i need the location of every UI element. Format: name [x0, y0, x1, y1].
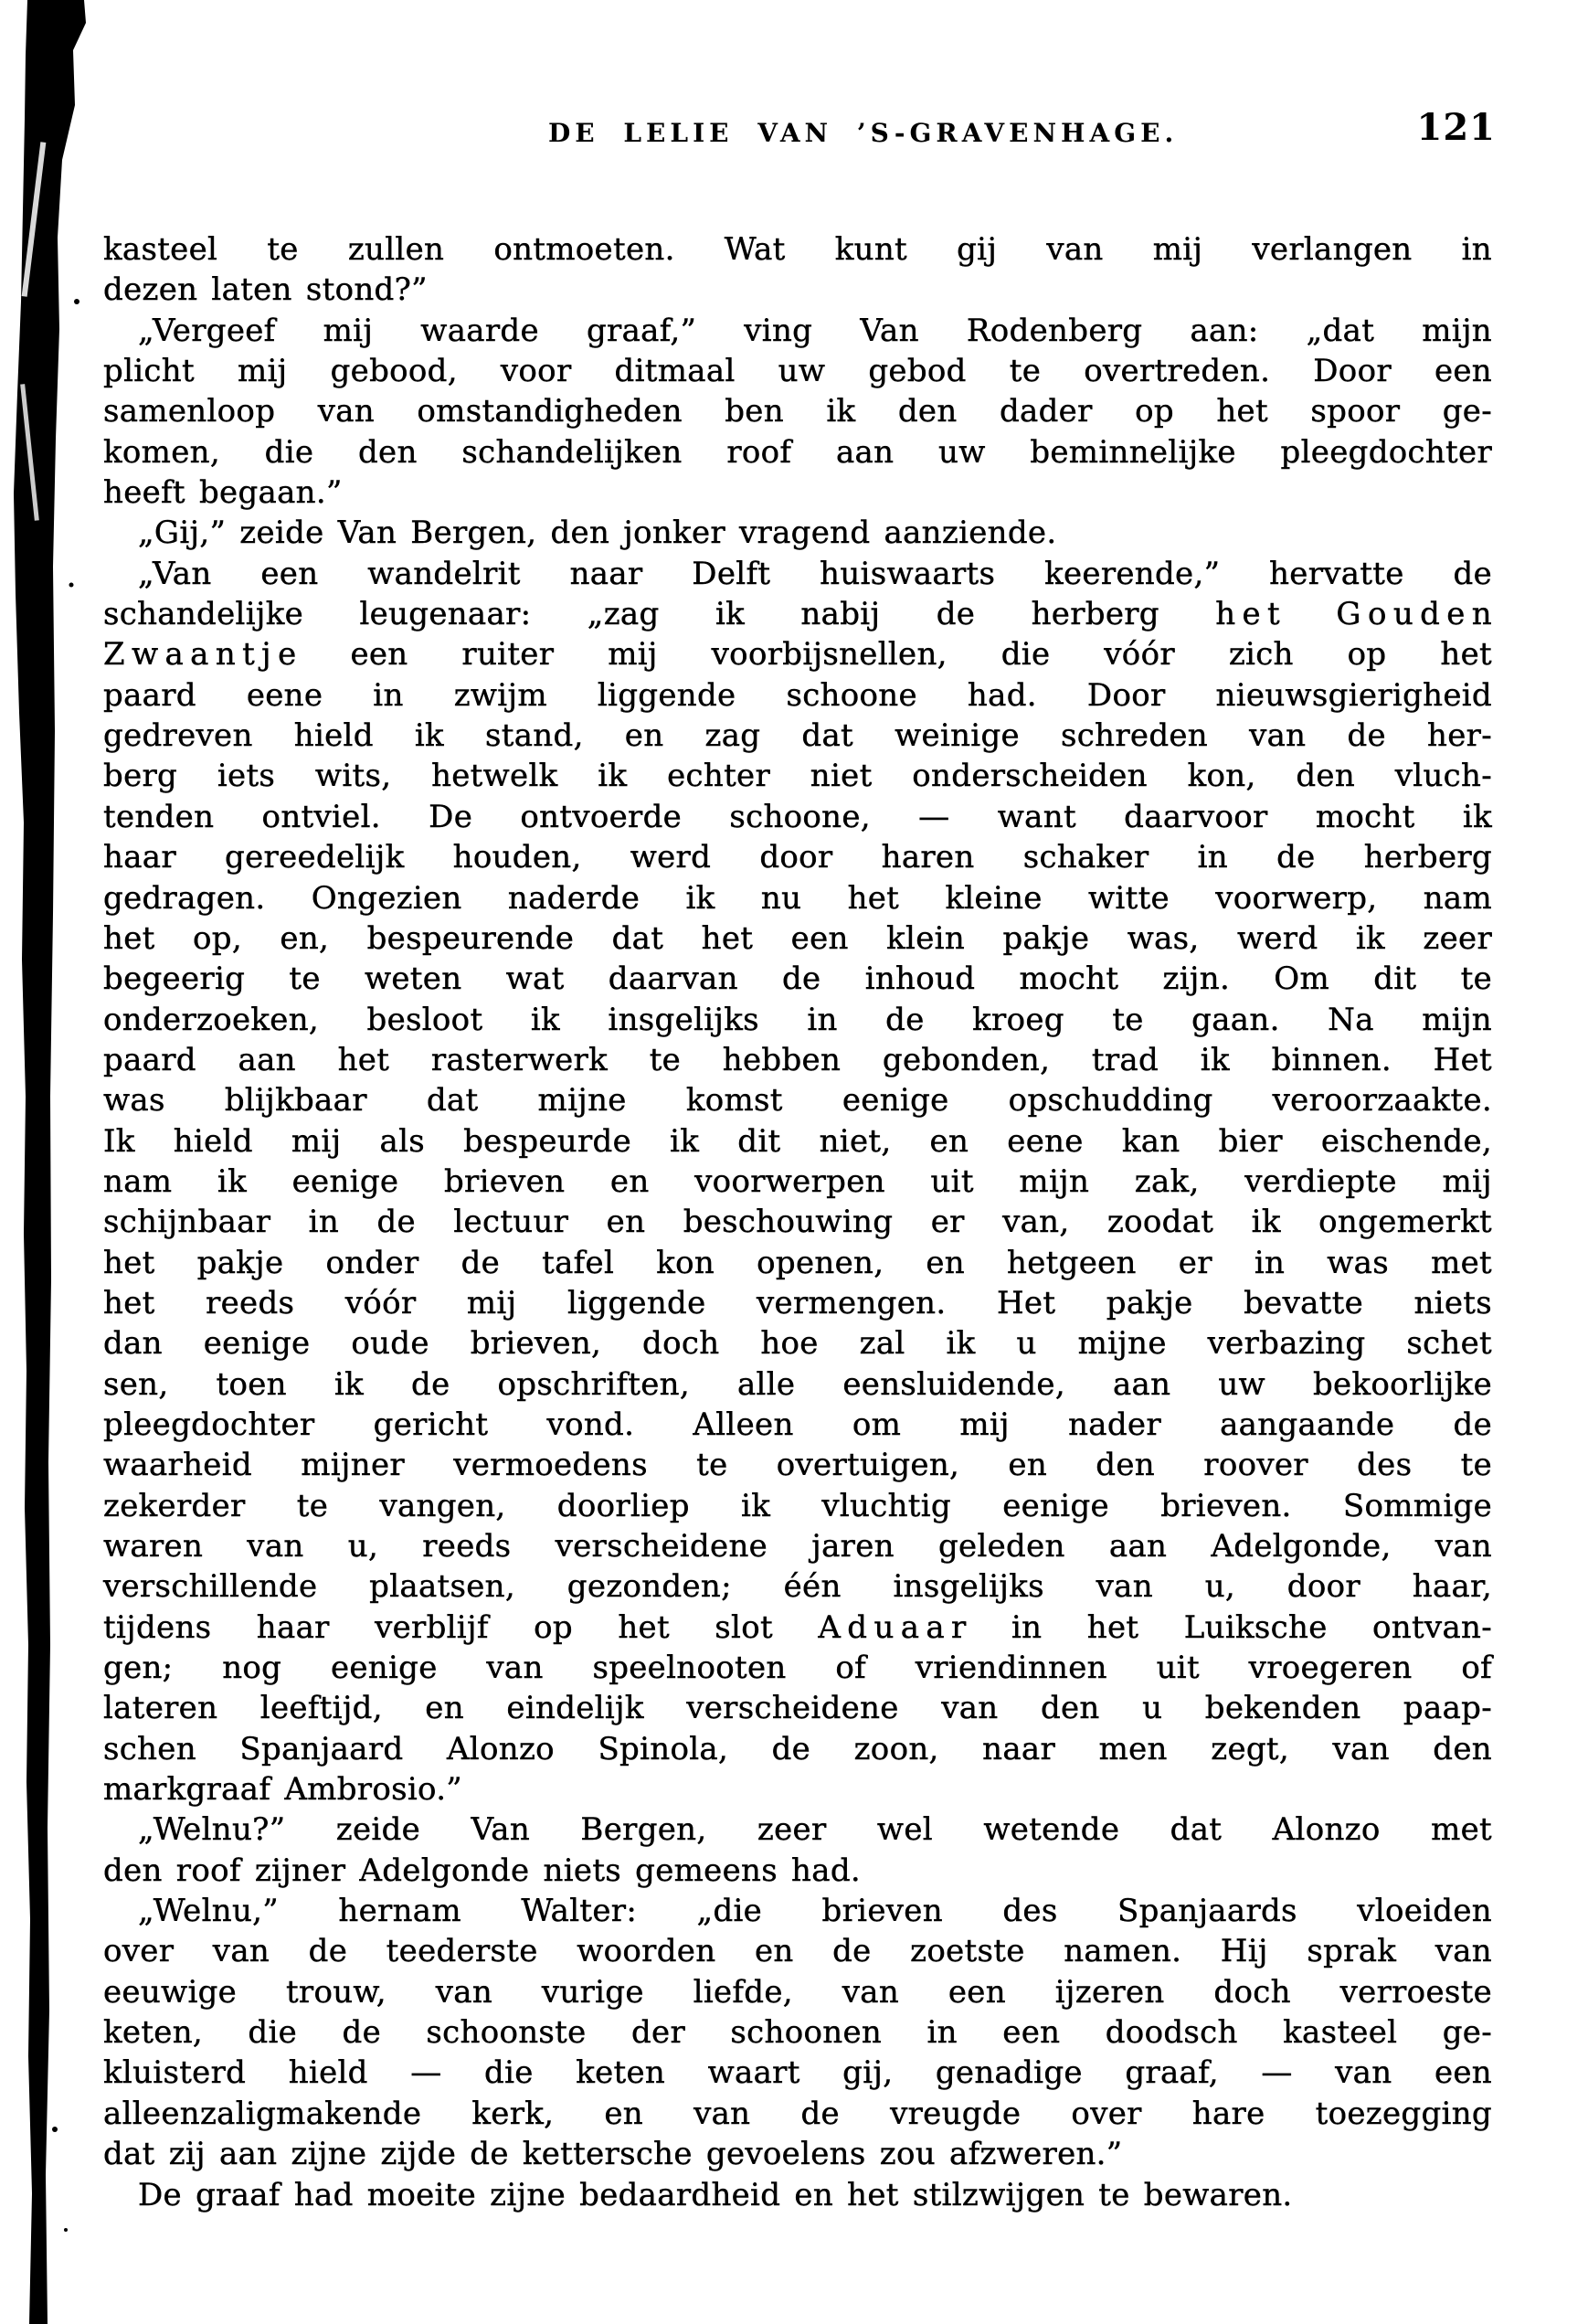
scan-gutter-artifact: [0, 0, 119, 2324]
text-line: begeerig te weten wat daarvan de inhoud mocht zijn. Om dit te: [103, 960, 1492, 998]
text-line: markgraaf Ambrosio.”: [103, 1771, 462, 1809]
text-line: pleegdochter gericht vond. Alleen om mij nader aangaande de: [103, 1406, 1492, 1443]
text-line: nam ik eenige brieven en voorwerpen uit mijn zak, verdiepte mij: [103, 1162, 1492, 1200]
text-line: De graaf had moeite zijne bedaardheid en het stilzwijgen te bewaren.: [138, 2176, 1293, 2213]
text-line: was blijkbaar dat mijne komst eenige opschudding veroorzaakte.: [103, 1082, 1492, 1120]
text-line: Ik hield mij als bespeurde ik dit niet, en eene kan bier eischende,: [103, 1122, 1492, 1160]
text-line: verschillende plaatsen, gezonden; één insgelijks van u, door haar,: [103, 1568, 1492, 1606]
text-line: gen; nog eenige van speelnooten of vriendinnen uit vroegeren of: [103, 1650, 1492, 1687]
text-line: waarheid mijner vermoedens te overtuigen, en den roover des te: [103, 1447, 1492, 1484]
text-line: Z w a a n t j e een ruiter mij voorbijsnellen, die vóór zich op het: [103, 636, 1492, 674]
text-line: gedreven hield ik stand, en zag dat weinige schreden van de her-: [103, 717, 1492, 755]
text-line: kluisterd hield — die keten waart gij, genadige graaf, — van een: [103, 2054, 1492, 2092]
text-line: tenden ontviel. De ontvoerde schoone, — want daarvoor mocht ik: [103, 798, 1492, 835]
text-line: het pakje onder de tafel kon openen, en hetgeen er in was met: [103, 1244, 1492, 1281]
text-line: „Welnu,” hernam Walter: „die brieven des Spanjaards vloeiden: [138, 1893, 1492, 1930]
text-body: [103, 229, 1492, 2215]
text-line: plicht mij gebood, voor ditmaal uw gebod te overtreden. Door een: [103, 353, 1492, 390]
text-line: „Vergeef mij waarde graaf,” ving Van Rodenberg aan: „dat mijn: [138, 312, 1492, 349]
text-line: komen, die den schandelijken roof aan uw beminnelijke pleegdochter: [103, 433, 1492, 471]
text-line: over van de teederste woorden en de zoetste namen. Hij sprak van: [103, 1933, 1492, 1970]
text-line: paard aan het rasterwerk te hebben gebonden, trad ik binnen. Het: [103, 1041, 1492, 1078]
running-head-title: DE LELIE VAN ’S-GRAVENHAGE.: [548, 118, 1179, 148]
text-line: samenloop van omstandigheden ben ik den dader op het spoor ge-: [103, 393, 1492, 430]
text-line: het reeds vóór mij liggende vermengen. Het pakje bevatte niets: [103, 1284, 1492, 1321]
text-line: tijdens haar verblijf op het slot A d u a a r in het Luiksche ontvan-: [103, 1608, 1492, 1646]
text-line: keten, die de schoonste der schoonen in een doodsch kasteel ge-: [103, 2014, 1492, 2052]
text-line: berg iets wits, hetwelk ik echter niet onderscheiden kon, den vluch-: [103, 758, 1492, 795]
text-line: „Van een wandelrit naar Delft huiswaarts keerende,” hervatte de: [138, 555, 1492, 592]
text-line: zekerder te vangen, doorliep ik vluchtig eenige brieven. Sommige: [103, 1487, 1492, 1524]
text-line: „Gij,” zeide Van Bergen, den jonker vragend aanziende.: [138, 515, 1057, 552]
text-line: paard eene in zwijm liggende schoone had. Door nieuwsgierigheid: [103, 676, 1492, 714]
text-line: schen Spanjaard Alonzo Spinola, de zoon, naar men zegt, van den: [103, 1730, 1492, 1767]
text-line: schijnbaar in de lectuur en beschouwing er van, zoodat ik ongemerkt: [103, 1204, 1492, 1241]
text-line: onderzoeken, besloot ik insgelijks in de kroeg te gaan. Na mijn: [103, 1001, 1492, 1038]
text-line: den roof zijner Adelgonde niets gemeens had.: [103, 1852, 861, 1889]
text-line: dat zij aan zijne zijde de kettersche gevoelens zou afzweren.”: [103, 2136, 1123, 2173]
text-line: waren van u, reeds verscheidene jaren geleden aan Adelgonde, van: [103, 1528, 1492, 1565]
text-line: sen, toen ik de opschriften, alle eensluidende, aan uw bekoorlijke: [103, 1365, 1492, 1403]
text-line: alleenzaligmakende kerk, en van de vreugde over hare toezegging: [103, 2095, 1492, 2132]
text-line: lateren leeftijd, en eindelijk verscheidene van den u bekenden paap-: [103, 1690, 1492, 1727]
text-line: haar gereedelijk houden, werd door haren schaker in de herberg: [103, 839, 1492, 876]
text-line: „Welnu?” zeide Van Bergen, zeer wel wetende dat Alonzo met: [138, 1811, 1492, 1849]
text-line: dan eenige oude brieven, doch hoe zal ik u mijne verbazing schet: [103, 1325, 1492, 1363]
text-line: eeuwige trouw, van vurige liefde, van een ijzeren doch verroeste: [103, 1973, 1492, 2011]
text-line: schandelijke leugenaar: „zag ik nabij de herberg h e t G o u d e n: [103, 596, 1492, 633]
page-number: 121: [1416, 106, 1496, 149]
text-line: kasteel te zullen ontmoeten. Wat kunt gij van mij verlangen in: [103, 231, 1492, 268]
text-line: gedragen. Ongezien naderde ik nu het kleine witte voorwerp, nam: [103, 879, 1492, 917]
text-line: heeft begaan.”: [103, 474, 343, 512]
text-line: het op, en, bespeurende dat het een klein pakje was, werd ik zeer: [103, 919, 1492, 957]
text-line: dezen laten stond?”: [103, 271, 428, 309]
